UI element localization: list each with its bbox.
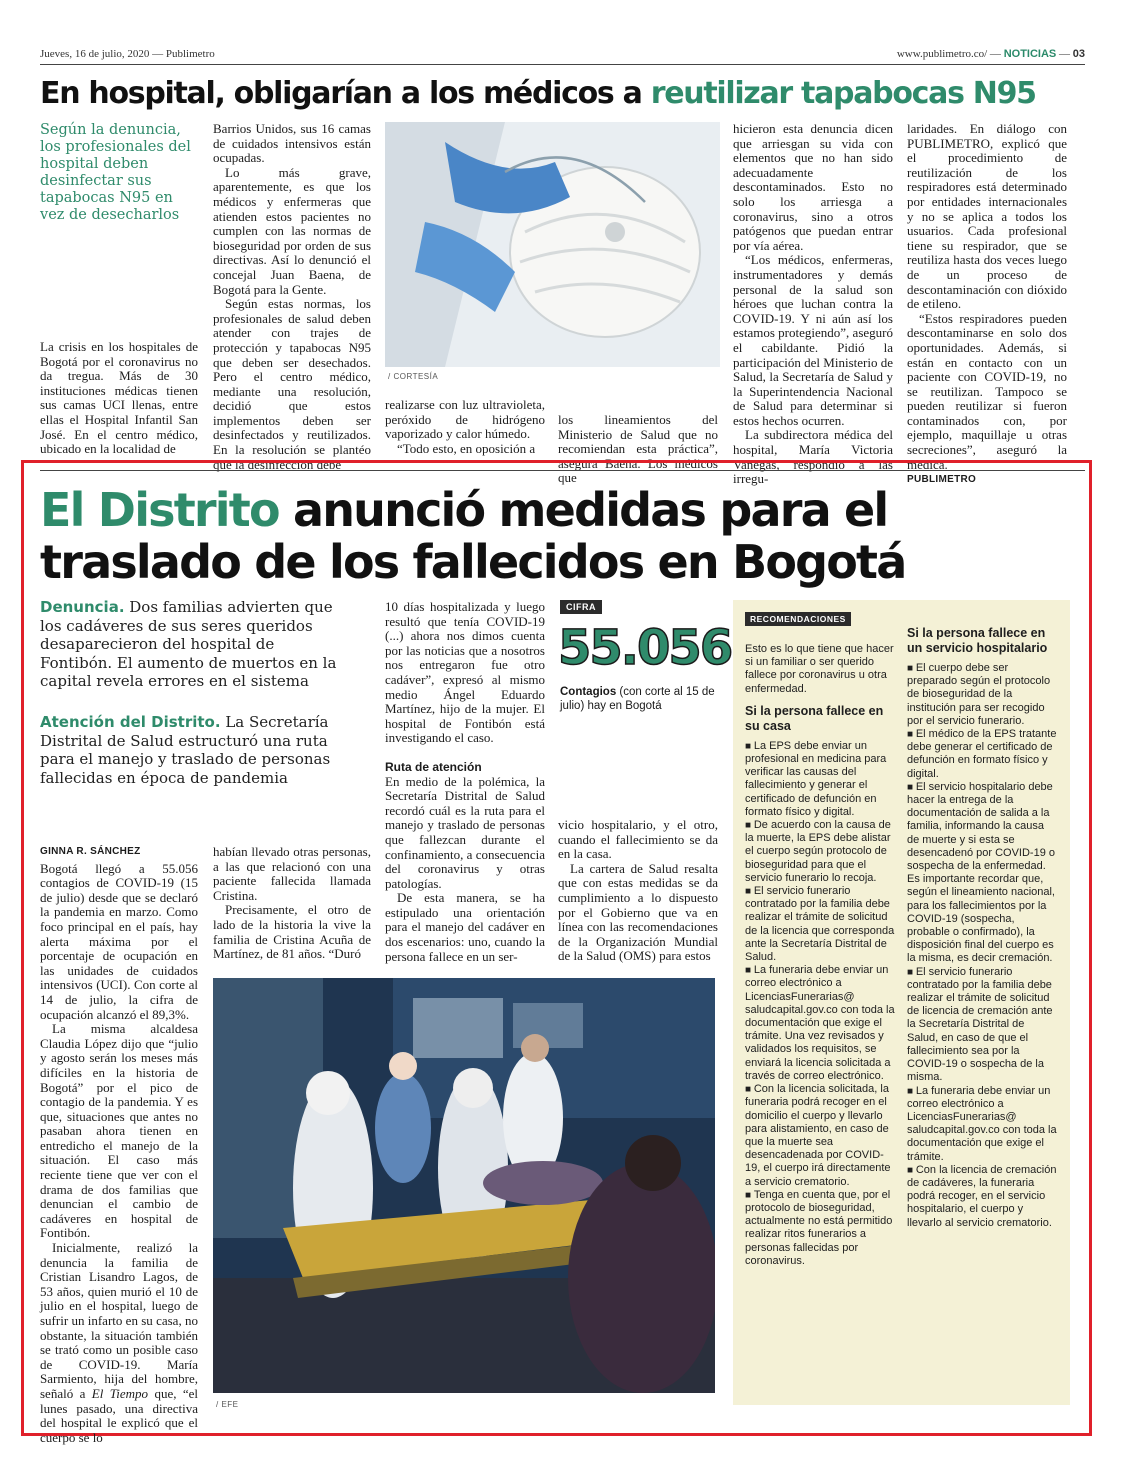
paragraph: La cartera de Salud resalta que con estas medidas se da cumplimiento a lo dispuesto por el Gobierno que va en línea con las recomendaciones de la Organización Mundial de la Salud (OMS) para estos [558,860,718,964]
paragraph: laridades. En diálogo con PUBLIMETRO, explicó que el procedimiento de reutilización de los respiradores está determinado por entidades internacionales y no se aplica a todos los usuarios. Cada profesional tiene su respirador, que se reutiliza hasta dos veces luego de un proceso de descontaminación con dióxido de etileno. [907,121,1067,312]
recommendation-item: ■ Con la licencia de cremación de cadáveres, la funeraria podrá recoger, en el servicio hospitalario, el cuerpo y llevarlo al servicio crematorio. [907,1164,1057,1230]
story2-headline-main: anunció medidas para el traslado de los fallecidos en Bogotá [40,483,906,589]
paragraph: Barrios Unidos, sus 16 camas de cuidados intensivos están ocupadas. [213,121,371,166]
paragraph [40,1241,198,1445]
recommendation-item: ■ El servicio hospitalario debe hacer la entrega de la documentación de salida a la familia, informando la causa de muerte y si esta se desencadenó por COVID-19 o sospecha de la enfermedad. Es importante recordar que, según el lineamiento nacional, para los fallecimientos por la COVID-19 (sospecha, probable o confirmado), la disposición final del cuerpo es la misma, es decir cremación. [907,781,1057,966]
medical-workers-photo-illustration [213,978,715,1393]
recommendation-item: ■ La funeraria debe enviar un correo electrónico a LicenciasFunerarias@ saludcapital.gov.co con toda la documentación que exige el trámite. Una vez revisados y validados los requisitos, se enviará la licencia solicitada a través de correo electrónico. [745,964,895,1083]
paragraph: vicio hospitalario, y el otro, cuando el fallecimiento se da en la casa. [558,817,718,862]
page-separator: — [1056,48,1073,60]
story2-byline: GINNA R. SÁNCHEZ [40,846,141,857]
paragraph: La misma alcaldesa Claudia López dijo que “julio y agosto serán los meses más difíciles en la historia de Bogotá” por el pico de contagio de la pandemia. Y es que, situaciones que antes no pasaban ahora tienen en entredicho el manejo de la situación. El caso más reciente tiene que ver con el drama de dos familias que denuncian el cambio de cadáveres en hospital de Fontibón. [40,1021,198,1241]
header-rule [40,64,1085,65]
recommendation-item: ■ El médico de la EPS tratante debe generar el certificado de defunción en formato físico y digital. [907,728,1057,781]
mask-photo-illustration [385,122,720,367]
story2-deck-1 [40,598,345,691]
story2-headline-highlight: El Distrito [40,483,279,537]
story2-column-d [558,818,718,964]
story2-column-b [213,845,371,962]
story2-subhead: Ruta de atención [385,759,482,774]
section-name: NOTICIAS [1003,48,1057,60]
recommendation-item: ■ El servicio funerario contratado por la familia debe realizar el trámite de solicitud de la licencia que corresponda ante la Secretaría Distrital de Salud. [745,885,895,964]
recommendation-item: ■ La funeraria debe enviar un correo electrónico a LicenciasFunerarias@ saludcapital.gov.co con toda la documentación que exige el trámite. [907,1085,1057,1164]
cifra-desc-text: (con corte al 15 de julio) hay en Bogotá [560,686,715,712]
story1-column-5 [733,122,893,487]
story1-column-2 [213,122,371,472]
paragraph: En medio de la polémica, la Secretaría Distrital de Salud recordó cuál es la ruta para el manejo y traslado de personas que fallezcan durante el confinamiento, a consecuencia del coronavirus y otras patologías. [385,773,545,891]
deck-keyword: Denuncia. [40,598,125,616]
paragraph: realizarse con luz ultravioleta, peróxido de hidrógeno vaporizado y calor húmedo. [385,397,545,442]
paragraph: habían llevado otras personas, a las que relacionó con una paciente fallecida llamada Cristina. [213,844,371,903]
page-number: 03 [1072,48,1085,60]
story1-column-6 [907,122,1067,488]
site-url: www.publimetro.co/ — [896,48,1004,60]
paragraph: Según estas normas, los profesionales de salud deben atender con trajes de protección y tapabocas N95 que deben ser desechados. Pero el centro médico, mediante una resolución, decidió que estos implementos deben ser desinfectados y reutilizados. En la resolución se plantéo que la desinfección debe [213,296,371,472]
story2-column-a [40,845,198,1445]
paragraph: Lo más grave, aparentemente, es que los médicos y enfermeras que atienden estos pacientes no cumplen con las normas de bioseguridad por orden de sus directivas. Así lo denunció el concejal Juan Baena, de Bogotá para la Gente. [213,164,371,297]
paragraph: “Los médicos, enfermeras, instrumentadores y demás personal de la salud son héroes que luchan contra la COVID-19. Y ni aún así los estamos protegiendo”, aseguró el cabildante. Pidió la participación del Ministerio de Salud, la Secretaría de Salud y la Superintendencia Nacional de Salud para determinar si estos hechos ocurren. [733,252,893,428]
recommendations-column-hospital [907,622,1057,1230]
section-rule [40,470,1085,471]
recommendations-column-home [745,643,895,1268]
recommendation-item: ■ El cuerpo debe ser preparado según el protocolo de bioseguridad de la institución para ser recogido por el servicio funerario. [907,662,1057,728]
page-dateline: Jueves, 16 de julio, 2020 — Publimetro [40,48,215,60]
paragraph: Precisamente, el otro de lado de la historia la vive la familia de Cristina Acuña de Martínez, de 81 años. “Duró [213,902,371,962]
recommendations-intro: Esto es lo que tiene que hacer si un familiar o ser querido fallece por coronavirus u otra enfermedad. [745,643,894,695]
paragraph: “Estos respiradores pueden descontaminarse en solo dos oportunidades. Además, si están en contacto con un paciente con COVID-19, no se reutilizan. Tampoco se pueden reutilizar si fueron contaminados con, por ejemplo, maquillaje u otras secreciones”, aseguró la médica. [907,310,1067,472]
recommendation-item: ■ Tenga en cuenta que, por el protocolo de bioseguridad, actualmente no está permitido realizar ritos funerarios a personas fallecidas por coronavirus. [745,1189,895,1268]
cifra-description [560,685,720,713]
story1-photo-credit: / CORTESÍA [388,372,439,381]
cifra-value: 55.056 [558,620,732,676]
recommendation-item: ■ La EPS debe enviar un profesional en medicina para verificar las causas del fallecimiento y generar el certificado de defunción en formato físico y digital. [745,740,895,819]
paragraph-text: Inicialmente, realizó la denuncia la familia de Cristian Lisandro Lagos, de 53 años, quien murió el 10 de julio en el hospital, luego de sufrir un infarto en su casa, no obstante, la situación también se trató como un posible caso de COVID-19. María Sarmiento, hija del hombre, señaló a [40,1240,198,1401]
recommendation-item: ■ Con la licencia solicitada, la funeraria podrá recoger en el domicilio el cuerpo y llevarlo para alistamiento, en caso de que la muerte sea desencadenada por COVID-19, el cuerpo irá directamente a servicio crematorio. [745,1083,895,1189]
story1-headline-main: En hospital, obligarían a los médicos a [40,76,651,111]
cifra-desc-bold: Contagios [560,686,617,698]
story2-photo-medical-workers [213,978,715,1393]
paragraph: La crisis en los hospitales de Bogotá por el coronavirus no da tregua. Más de 30 instituciones médicas tienen sus camas UCI llenas, entre ellas el Hospital Infantil San José. En el centro médico, ubicado en la localidad de [40,339,198,457]
story1-column-1 [40,340,198,457]
recommendations-hospital-list [907,662,1057,1230]
story1-headline-highlight: reutilizar tapabocas N95 [650,76,1036,111]
deck-keyword: Atención del Distrito. [40,713,221,731]
deck-text: La Secretaría Distrital de Salud estructuró una ruta para el manejo y traslado de personas fallecidas en época de pandemia [40,713,331,787]
paragraph: De esta manera, se ha estipulado una orientación para el manejo del cadáver en dos escenarios: uno, cuando la persona fallece en un ser- [385,890,545,964]
story2-column-c [385,600,545,964]
paragraph: “Todo esto, en oposición a [397,440,536,456]
recommendation-item: ■ De acuerdo con la causa de la muerte, la EPS debe alistar el cuerpo según protocolo de bioseguridad para que el servicio funerario lo recoja. [745,819,895,885]
story1-headline [40,76,1090,111]
paragraph: 10 días hospitalizada y luego resultó que tenía COVID-19 (...) ahora nos dimos cuenta por las noticias que a nosotros nos entregaron fue otro cadáver”, expresó al mismo medio Ángel Eduardo Martínez, hijo de la mujer. El hospital de Fontibón está investigando el caso. [385,599,545,746]
page-section-header [897,48,1085,60]
recommendations-home-title: Si la persona fallece en su casa [745,703,884,733]
deck-text: Dos familias advierten que los cadáveres de sus seres queridos desaparecieron del hospital de Fontibón. El aumento de muertos en la capital revela errores en el sistema [40,598,337,690]
story1-lead: Según la denuncia, los profesionales del hospital deben desinfectar sus tapabocas N95 en vez de desecharlos [40,122,191,223]
recommendations-tag: RECOMENDACIONES [745,612,851,626]
paragraph: La subdirectora médica del hospital, María Victoria Vanegas, respondió a las irregu- [733,427,893,487]
story1-column-3 [385,398,545,456]
recommendation-item: ■ El servicio funerario contratado por la familia debe realizar el trámite de solicitud de licencia de cremación ante la Secretaría Distrital de Salud, en caso de que el fallecimiento sea por la COVID-19 o sospecha de la misma. [907,966,1057,1085]
recommendations-hospital-title: Si la persona fallece en un servicio hospitalario [907,626,1048,655]
cifra-tag: CIFRA [560,600,602,614]
recommendations-home-list [745,740,895,1268]
paragraph: los lineamientos del Ministerio de Salud que no recomiendan esta práctica”, asegura Baena. Los médicos que [558,412,718,486]
story2-deck-2 [40,713,345,787]
paragraph: Bogotá llegó a 55.056 contagios de COVID-19 (15 de julio) desde que se declaró la pandemia en marzo. Como foco principal en el país, hay alerta máxima por el porcentaje de ocupación en las unidades de cuidados intensivos (UCI). Con corte al 14 de julio, la cifra de ocupación alcanzó el 89,3%. [40,860,198,1022]
newspaper-name: El Tiempo [91,1385,149,1401]
story2-photo-credit: / EFE [216,1400,239,1409]
story1-photo-mask [385,122,720,367]
paragraph: hicieron esta denuncia dicen que arriesgan su vida con elementos que no han sido adecuadamente descontaminados. Esto no solo los arriesga a coronavirus, sino a otros patógenos que puedan entrar por vía aérea. [733,121,893,253]
paragraph-text: que, “el lunes pasado, una directiva del hospital le explicó que el cuerpo se lo [40,1385,199,1445]
story2-headline [40,484,1090,588]
story1-signature: PUBLIMETRO [907,474,977,486]
